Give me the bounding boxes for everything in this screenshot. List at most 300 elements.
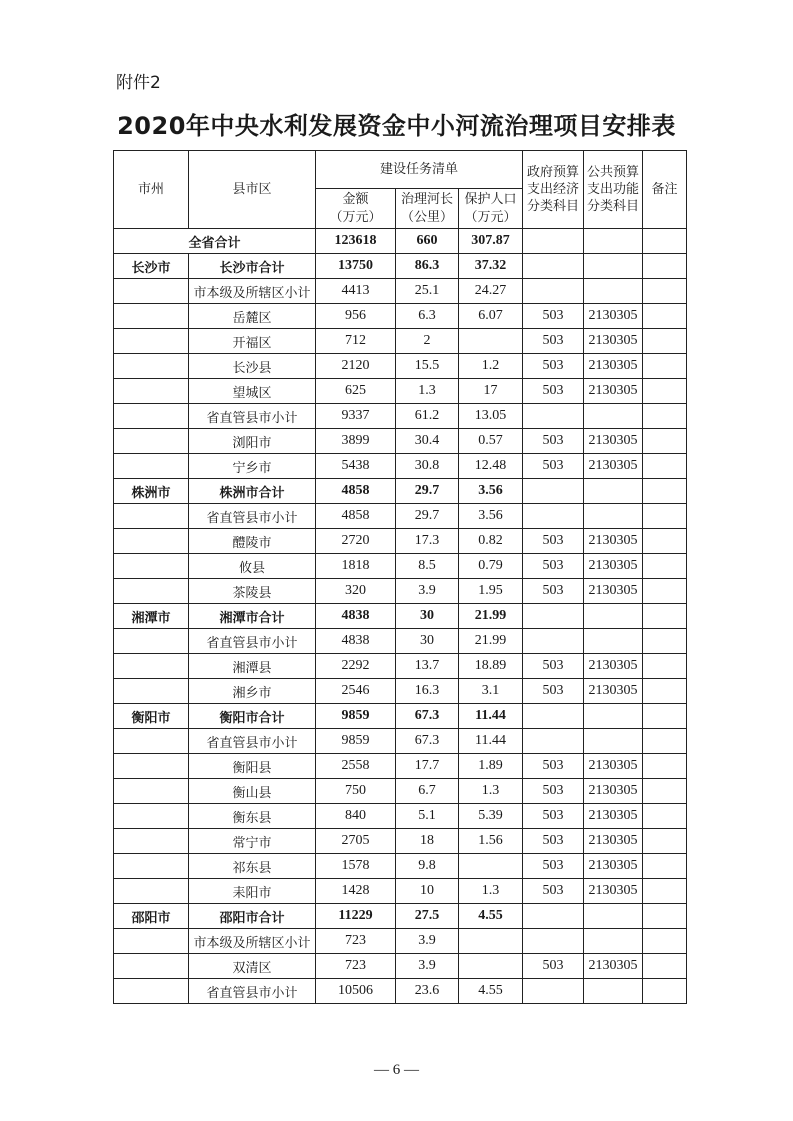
county-cell: 祁东县 xyxy=(189,854,316,879)
grand-total-label: 全省合计 xyxy=(114,229,316,254)
river-length-cell: 2 xyxy=(396,329,459,354)
econ-class-cell: 503 xyxy=(523,779,584,804)
river-length-cell: 61.2 xyxy=(396,404,459,429)
amount-cell: 4838 xyxy=(316,629,396,654)
remark-cell xyxy=(643,879,687,904)
river-length-cell: 67.3 xyxy=(396,704,459,729)
county-cell: 衡阳县 xyxy=(189,754,316,779)
remark-cell xyxy=(643,604,687,629)
econ-class-cell xyxy=(523,404,584,429)
remark-cell xyxy=(643,554,687,579)
header-func-line: 分类科目 xyxy=(586,199,639,214)
header-amount-label: 金额 xyxy=(342,191,369,207)
county-cell: 株洲市合计 xyxy=(189,479,316,504)
func-class-cell: 2130305 xyxy=(584,804,643,829)
header-econ-line: 分类科目 xyxy=(526,199,579,214)
county-cell: 省直管县市小计 xyxy=(189,404,316,429)
econ-class-cell: 503 xyxy=(523,454,584,479)
grand-total-row xyxy=(114,229,687,254)
river-length-cell: 30.4 xyxy=(396,429,459,454)
header-econ-class xyxy=(523,151,584,229)
table-row xyxy=(114,829,687,854)
func-class-cell: 2130305 xyxy=(584,529,643,554)
river-length-cell: 15.5 xyxy=(396,354,459,379)
page-number: — 6 — xyxy=(374,1062,419,1078)
river-length-cell: 3.9 xyxy=(396,579,459,604)
header-population-label: 保护人口 xyxy=(464,191,517,207)
grand-total-econ xyxy=(523,229,584,254)
func-class-cell: 2130305 xyxy=(584,454,643,479)
func-class-cell: 2130305 xyxy=(584,379,643,404)
county-cell: 浏阳市 xyxy=(189,429,316,454)
amount-cell: 9337 xyxy=(316,404,396,429)
remark-cell xyxy=(643,929,687,954)
func-class-cell: 2130305 xyxy=(584,354,643,379)
city-cell xyxy=(114,979,189,1004)
river-length-cell: 86.3 xyxy=(396,254,459,279)
river-length-cell: 9.8 xyxy=(396,854,459,879)
remark-cell xyxy=(643,904,687,929)
table-row xyxy=(114,679,687,704)
river-length-cell: 16.3 xyxy=(396,679,459,704)
econ-class-cell: 503 xyxy=(523,429,584,454)
func-class-cell xyxy=(584,979,643,1004)
econ-class-cell: 503 xyxy=(523,879,584,904)
table-row xyxy=(114,579,687,604)
func-class-cell: 2130305 xyxy=(584,554,643,579)
city-cell xyxy=(114,354,189,379)
econ-class-cell xyxy=(523,704,584,729)
population-cell: 4.55 xyxy=(459,979,523,1004)
econ-class-cell: 503 xyxy=(523,354,584,379)
econ-class-cell xyxy=(523,929,584,954)
amount-cell: 2120 xyxy=(316,354,396,379)
remark-cell xyxy=(643,979,687,1004)
city-cell xyxy=(114,929,189,954)
city-total-row xyxy=(114,479,687,504)
table-row xyxy=(114,629,687,654)
header-func-line: 公共预算 xyxy=(586,165,639,180)
amount-cell: 2705 xyxy=(316,829,396,854)
county-cell: 醴陵市 xyxy=(189,529,316,554)
econ-class-cell: 503 xyxy=(523,529,584,554)
population-cell: 4.55 xyxy=(459,904,523,929)
city-cell xyxy=(114,729,189,754)
city-cell xyxy=(114,454,189,479)
table-row xyxy=(114,754,687,779)
county-cell: 省直管县市小计 xyxy=(189,979,316,1004)
city-cell xyxy=(114,379,189,404)
func-class-cell: 2130305 xyxy=(584,879,643,904)
table-row xyxy=(114,854,687,879)
population-cell xyxy=(459,854,523,879)
river-length-cell: 23.6 xyxy=(396,979,459,1004)
amount-cell: 956 xyxy=(316,304,396,329)
econ-class-cell: 503 xyxy=(523,954,584,979)
remark-cell xyxy=(643,579,687,604)
func-class-cell: 2130305 xyxy=(584,854,643,879)
econ-class-cell xyxy=(523,904,584,929)
county-cell: 衡阳市合计 xyxy=(189,704,316,729)
city-cell: 邵阳市 xyxy=(114,904,189,929)
river-length-cell: 6.3 xyxy=(396,304,459,329)
econ-class-cell xyxy=(523,979,584,1004)
amount-cell: 320 xyxy=(316,579,396,604)
river-length-cell: 29.7 xyxy=(396,479,459,504)
grand-total-length: 660 xyxy=(396,229,459,254)
header-population xyxy=(459,189,523,229)
population-cell: 37.32 xyxy=(459,254,523,279)
table-row xyxy=(114,554,687,579)
city-cell xyxy=(114,679,189,704)
population-cell: 0.57 xyxy=(459,429,523,454)
grand-total-population: 307.87 xyxy=(459,229,523,254)
func-class-cell xyxy=(584,479,643,504)
city-cell: 长沙市 xyxy=(114,254,189,279)
county-cell: 宁乡市 xyxy=(189,454,316,479)
table-row xyxy=(114,729,687,754)
river-length-cell: 13.7 xyxy=(396,654,459,679)
city-cell xyxy=(114,829,189,854)
amount-cell: 11229 xyxy=(316,904,396,929)
amount-cell: 2558 xyxy=(316,754,396,779)
table-row xyxy=(114,379,687,404)
remark-cell xyxy=(643,279,687,304)
func-class-cell: 2130305 xyxy=(584,679,643,704)
county-cell: 岳麓区 xyxy=(189,304,316,329)
city-cell xyxy=(114,404,189,429)
population-cell: 11.44 xyxy=(459,729,523,754)
city-cell xyxy=(114,504,189,529)
river-length-cell: 17.3 xyxy=(396,529,459,554)
population-cell: 13.05 xyxy=(459,404,523,429)
func-class-cell: 2130305 xyxy=(584,829,643,854)
city-total-row xyxy=(114,254,687,279)
econ-class-cell: 503 xyxy=(523,554,584,579)
remark-cell xyxy=(643,779,687,804)
func-class-cell xyxy=(584,604,643,629)
remark-cell xyxy=(643,754,687,779)
func-class-cell xyxy=(584,704,643,729)
county-cell: 省直管县市小计 xyxy=(189,729,316,754)
amount-cell: 10506 xyxy=(316,979,396,1004)
river-length-cell: 5.1 xyxy=(396,804,459,829)
amount-cell: 4838 xyxy=(316,604,396,629)
remark-cell xyxy=(643,654,687,679)
river-length-cell: 30 xyxy=(396,604,459,629)
population-cell: 0.79 xyxy=(459,554,523,579)
func-class-cell: 2130305 xyxy=(584,329,643,354)
remark-cell xyxy=(643,704,687,729)
population-cell: 1.89 xyxy=(459,754,523,779)
population-cell: 1.56 xyxy=(459,829,523,854)
table-row xyxy=(114,504,687,529)
river-length-cell: 30.8 xyxy=(396,454,459,479)
river-length-cell: 25.1 xyxy=(396,279,459,304)
river-length-cell: 30 xyxy=(396,629,459,654)
amount-cell: 712 xyxy=(316,329,396,354)
city-cell xyxy=(114,879,189,904)
amount-cell: 1428 xyxy=(316,879,396,904)
header-econ-line: 政府预算 xyxy=(526,165,579,180)
river-length-cell: 8.5 xyxy=(396,554,459,579)
table-row xyxy=(114,429,687,454)
river-length-cell: 67.3 xyxy=(396,729,459,754)
county-cell: 湘潭市合计 xyxy=(189,604,316,629)
header-amount-unit: （万元） xyxy=(329,209,382,225)
river-length-cell: 6.7 xyxy=(396,779,459,804)
city-cell xyxy=(114,854,189,879)
econ-class-cell: 503 xyxy=(523,329,584,354)
city-cell: 湘潭市 xyxy=(114,604,189,629)
county-cell: 市本级及所辖区小计 xyxy=(189,929,316,954)
population-cell xyxy=(459,954,523,979)
county-cell: 茶陵县 xyxy=(189,579,316,604)
county-cell: 邵阳市合计 xyxy=(189,904,316,929)
econ-class-cell: 503 xyxy=(523,379,584,404)
river-length-cell: 18 xyxy=(396,829,459,854)
city-cell xyxy=(114,954,189,979)
econ-class-cell: 503 xyxy=(523,854,584,879)
city-cell xyxy=(114,629,189,654)
remark-cell xyxy=(643,954,687,979)
func-class-cell xyxy=(584,504,643,529)
population-cell: 3.1 xyxy=(459,679,523,704)
city-cell xyxy=(114,779,189,804)
county-cell: 省直管县市小计 xyxy=(189,629,316,654)
population-cell: 24.27 xyxy=(459,279,523,304)
county-cell: 湘乡市 xyxy=(189,679,316,704)
attachment-label: 附件2 xyxy=(116,73,161,93)
county-cell: 长沙市合计 xyxy=(189,254,316,279)
city-cell xyxy=(114,529,189,554)
table-row xyxy=(114,979,687,1004)
econ-class-cell: 503 xyxy=(523,304,584,329)
table-row xyxy=(114,304,687,329)
remark-cell xyxy=(643,429,687,454)
population-cell: 11.44 xyxy=(459,704,523,729)
amount-cell: 1818 xyxy=(316,554,396,579)
county-cell: 省直管县市小计 xyxy=(189,504,316,529)
amount-cell: 3899 xyxy=(316,429,396,454)
header-amount xyxy=(316,189,396,229)
table-row xyxy=(114,654,687,679)
remark-cell xyxy=(643,854,687,879)
grand-total-func xyxy=(584,229,643,254)
econ-class-cell: 503 xyxy=(523,829,584,854)
city-cell xyxy=(114,804,189,829)
city-cell xyxy=(114,329,189,354)
remark-cell xyxy=(643,304,687,329)
func-class-cell: 2130305 xyxy=(584,654,643,679)
city-cell: 株洲市 xyxy=(114,479,189,504)
table-row xyxy=(114,454,687,479)
document-title: 2020年中央水利发展资金中小河流治理项目安排表 xyxy=(117,112,676,140)
amount-cell: 2546 xyxy=(316,679,396,704)
remark-cell xyxy=(643,329,687,354)
population-cell: 1.3 xyxy=(459,879,523,904)
econ-class-cell xyxy=(523,604,584,629)
econ-class-cell: 503 xyxy=(523,654,584,679)
func-class-cell: 2130305 xyxy=(584,754,643,779)
population-cell: 3.56 xyxy=(459,479,523,504)
header-river-length-label: 治理河长 xyxy=(400,191,453,207)
population-cell: 21.99 xyxy=(459,629,523,654)
header-func-class xyxy=(584,151,643,229)
amount-cell: 2292 xyxy=(316,654,396,679)
population-cell: 1.95 xyxy=(459,579,523,604)
county-cell: 湘潭县 xyxy=(189,654,316,679)
county-cell: 耒阳市 xyxy=(189,879,316,904)
amount-cell: 750 xyxy=(316,779,396,804)
header-city: 市州 xyxy=(114,151,189,229)
amount-cell: 4413 xyxy=(316,279,396,304)
population-cell: 21.99 xyxy=(459,604,523,629)
population-cell xyxy=(459,929,523,954)
river-length-cell: 3.9 xyxy=(396,954,459,979)
population-cell: 5.39 xyxy=(459,804,523,829)
amount-cell: 723 xyxy=(316,954,396,979)
table-row xyxy=(114,804,687,829)
city-total-row xyxy=(114,904,687,929)
econ-class-cell xyxy=(523,504,584,529)
city-cell xyxy=(114,654,189,679)
func-class-cell xyxy=(584,729,643,754)
remark-cell xyxy=(643,379,687,404)
river-length-cell: 29.7 xyxy=(396,504,459,529)
amount-cell: 4858 xyxy=(316,479,396,504)
remark-cell xyxy=(643,679,687,704)
city-cell xyxy=(114,554,189,579)
county-cell: 攸县 xyxy=(189,554,316,579)
population-cell: 1.2 xyxy=(459,354,523,379)
amount-cell: 625 xyxy=(316,379,396,404)
func-class-cell xyxy=(584,254,643,279)
city-cell xyxy=(114,429,189,454)
city-cell xyxy=(114,579,189,604)
county-cell: 衡东县 xyxy=(189,804,316,829)
table-row xyxy=(114,954,687,979)
city-cell: 衡阳市 xyxy=(114,704,189,729)
func-class-cell: 2130305 xyxy=(584,779,643,804)
remark-cell xyxy=(643,454,687,479)
amount-cell: 9859 xyxy=(316,729,396,754)
func-class-cell xyxy=(584,404,643,429)
population-cell: 1.3 xyxy=(459,779,523,804)
county-cell: 长沙县 xyxy=(189,354,316,379)
amount-cell: 5438 xyxy=(316,454,396,479)
river-length-cell: 3.9 xyxy=(396,929,459,954)
econ-class-cell xyxy=(523,279,584,304)
river-length-cell: 17.7 xyxy=(396,754,459,779)
grand-total-amount: 123618 xyxy=(316,229,396,254)
amount-cell: 2720 xyxy=(316,529,396,554)
func-class-cell xyxy=(584,929,643,954)
table-row xyxy=(114,354,687,379)
amount-cell: 840 xyxy=(316,804,396,829)
remark-cell xyxy=(643,529,687,554)
econ-class-cell: 503 xyxy=(523,579,584,604)
city-cell xyxy=(114,279,189,304)
func-class-cell: 2130305 xyxy=(584,954,643,979)
table-row xyxy=(114,779,687,804)
econ-class-cell: 503 xyxy=(523,804,584,829)
func-class-cell xyxy=(584,629,643,654)
remark-cell xyxy=(643,729,687,754)
city-cell xyxy=(114,754,189,779)
header-func-line: 支出功能 xyxy=(586,182,639,197)
header-econ-line: 支出经济 xyxy=(526,182,579,197)
county-cell: 衡山县 xyxy=(189,779,316,804)
table-row xyxy=(114,279,687,304)
remark-cell xyxy=(643,804,687,829)
econ-class-cell xyxy=(523,479,584,504)
city-cell xyxy=(114,304,189,329)
city-total-row xyxy=(114,604,687,629)
header-remark: 备注 xyxy=(643,151,687,229)
func-class-cell xyxy=(584,904,643,929)
remark-cell xyxy=(643,404,687,429)
amount-cell: 13750 xyxy=(316,254,396,279)
grand-total-remark xyxy=(643,229,687,254)
population-cell: 6.07 xyxy=(459,304,523,329)
population-cell: 3.56 xyxy=(459,504,523,529)
project-allocation-table xyxy=(113,150,687,1004)
county-cell: 望城区 xyxy=(189,379,316,404)
population-cell xyxy=(459,329,523,354)
header-county: 县市区 xyxy=(189,151,316,229)
city-total-row xyxy=(114,704,687,729)
remark-cell xyxy=(643,629,687,654)
header-task-group: 建设任务清单 xyxy=(316,151,523,189)
econ-class-cell xyxy=(523,629,584,654)
table-row xyxy=(114,404,687,429)
population-cell: 0.82 xyxy=(459,529,523,554)
river-length-cell: 27.5 xyxy=(396,904,459,929)
func-class-cell: 2130305 xyxy=(584,304,643,329)
remark-cell xyxy=(643,354,687,379)
county-cell: 市本级及所辖区小计 xyxy=(189,279,316,304)
county-cell: 常宁市 xyxy=(189,829,316,854)
county-cell: 开福区 xyxy=(189,329,316,354)
amount-cell: 4858 xyxy=(316,504,396,529)
econ-class-cell: 503 xyxy=(523,679,584,704)
header-river-length-unit: （公里） xyxy=(400,209,453,225)
func-class-cell: 2130305 xyxy=(584,429,643,454)
amount-cell: 1578 xyxy=(316,854,396,879)
econ-class-cell xyxy=(523,254,584,279)
table-row xyxy=(114,529,687,554)
func-class-cell xyxy=(584,279,643,304)
func-class-cell: 2130305 xyxy=(584,579,643,604)
river-length-cell: 1.3 xyxy=(396,379,459,404)
river-length-cell: 10 xyxy=(396,879,459,904)
amount-cell: 723 xyxy=(316,929,396,954)
table-row xyxy=(114,879,687,904)
header-river-length xyxy=(396,189,459,229)
amount-cell: 9859 xyxy=(316,704,396,729)
econ-class-cell xyxy=(523,729,584,754)
population-cell: 12.48 xyxy=(459,454,523,479)
header-population-unit: （万元） xyxy=(464,209,517,225)
table-row xyxy=(114,929,687,954)
remark-cell xyxy=(643,829,687,854)
remark-cell xyxy=(643,504,687,529)
county-cell: 双清区 xyxy=(189,954,316,979)
population-cell: 18.89 xyxy=(459,654,523,679)
remark-cell xyxy=(643,479,687,504)
econ-class-cell: 503 xyxy=(523,754,584,779)
